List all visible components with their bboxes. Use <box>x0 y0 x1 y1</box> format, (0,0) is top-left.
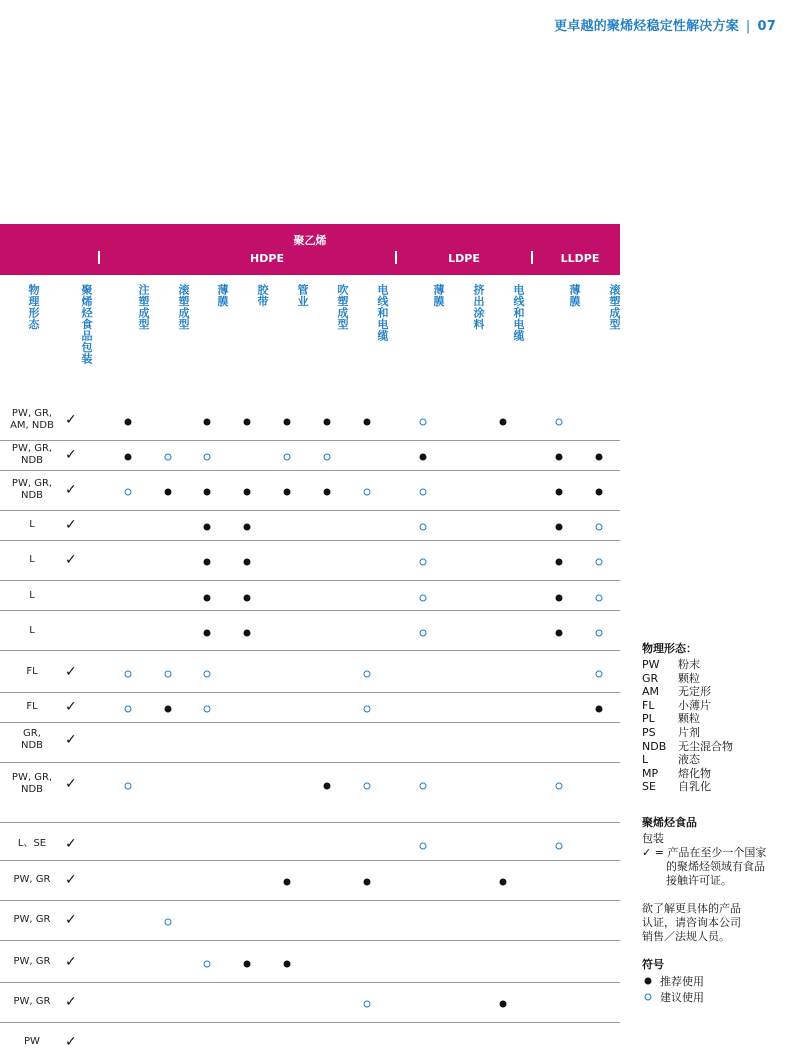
recommended-dot-icon <box>284 961 291 968</box>
physical-form-line: PW, GR <box>13 874 51 885</box>
suggested-circle-icon <box>125 671 132 678</box>
legend-form-abbr: PW <box>642 658 660 671</box>
recommended-dot-icon <box>204 559 211 566</box>
column-header: 滚塑成型 <box>177 284 190 330</box>
recommended-dot-icon <box>324 489 331 496</box>
physical-form-line: FL <box>26 701 38 712</box>
physical-form <box>0 772 64 796</box>
table-header-band <box>0 224 620 275</box>
legend-form-name: 液态 <box>678 753 700 767</box>
recommended-dot-icon <box>165 489 172 496</box>
legend-form-name: 片剂 <box>678 725 700 739</box>
legend <box>642 640 792 1006</box>
suggested-circle-icon <box>125 489 132 496</box>
suggested-circle-icon <box>165 919 172 926</box>
legend-contact-line1: 欲了解更具体的产品 <box>642 901 741 915</box>
legend-form-name: 颗粒 <box>678 671 700 685</box>
recommended-dot-icon <box>596 489 603 496</box>
physical-form <box>0 728 64 752</box>
filled-dot-icon <box>645 977 652 984</box>
suggested-circle-icon <box>364 489 371 496</box>
column-header: 管业 <box>296 284 309 307</box>
recommended-dot-icon <box>284 879 291 886</box>
recommended-dot-icon <box>204 524 211 531</box>
recommended-dot-icon <box>556 489 563 496</box>
recommended-dot-icon <box>244 419 251 426</box>
group-separator <box>531 251 533 264</box>
physical-form-line: PW, GR, <box>11 443 53 454</box>
physical-form-line: NDB <box>20 740 44 751</box>
legend-form-abbr: AM <box>642 685 660 699</box>
food-contact-check-icon: ✓ <box>65 776 77 792</box>
group-label: LDPE <box>448 252 480 265</box>
legend-form-item <box>642 740 792 754</box>
legend-form-item <box>642 712 792 726</box>
suggested-circle-icon <box>420 489 427 496</box>
group-label: HDPE <box>250 252 284 265</box>
legend-form-abbr: PS <box>642 725 656 739</box>
physical-form <box>0 956 64 968</box>
physical-form-line: L <box>29 554 35 565</box>
legend-form-abbr: MP <box>642 766 659 780</box>
row-divider <box>0 982 620 983</box>
recommended-dot-icon <box>244 595 251 602</box>
row-divider <box>0 722 620 723</box>
food-contact-check-icon: ✓ <box>65 699 77 715</box>
legend-contact-note <box>642 902 792 944</box>
physical-form <box>0 838 64 850</box>
recommended-dot-icon <box>204 595 211 602</box>
legend-forms-title: 物理形态： <box>642 642 697 655</box>
legend-form-abbr: GR <box>642 671 659 685</box>
food-contact-check-icon: ✓ <box>65 912 77 928</box>
legend-form-name: 颗粒 <box>678 712 700 726</box>
column-header: 吹塑成型 <box>336 284 349 330</box>
recommended-dot-icon <box>284 419 291 426</box>
suggested-circle-icon <box>556 783 563 790</box>
suggested-circle-icon <box>204 961 211 968</box>
legend-form-abbr: L <box>642 753 649 767</box>
column-header: 电线和电缆 <box>376 284 389 342</box>
legend-food-title: 聚烯烃食品 <box>642 815 697 829</box>
open-circle-icon <box>645 993 652 1000</box>
suggested-circle-icon <box>204 706 211 713</box>
physical-form-line: L <box>29 625 35 636</box>
physical-form-line: GR, <box>23 728 41 739</box>
legend-form-name: 熔化物 <box>678 766 711 780</box>
physical-form-line: PW, GR, <box>11 478 53 489</box>
column-header: 物理形态 <box>27 284 40 330</box>
suggested-circle-icon <box>596 671 603 678</box>
recommended-dot-icon <box>596 706 603 713</box>
physical-form <box>0 554 64 566</box>
physical-form-line: L <box>29 590 35 601</box>
legend-suggested-row <box>642 990 792 1006</box>
physical-form-line: NDB <box>20 490 44 501</box>
suggested-circle-icon <box>125 706 132 713</box>
column-header: 薄膜 <box>216 284 229 307</box>
food-contact-check-icon: ✓ <box>65 412 77 428</box>
suggested-circle-icon <box>364 706 371 713</box>
food-contact-check-icon: ✓ <box>65 1034 77 1050</box>
row-divider <box>0 540 620 541</box>
legend-symbols-title: 符号 <box>642 957 664 971</box>
group-label: LLDPE <box>560 252 600 265</box>
suggested-circle-icon <box>420 630 427 637</box>
row-divider <box>0 510 620 511</box>
physical-form-line: FL <box>26 666 38 677</box>
suggested-circle-icon <box>324 454 331 461</box>
recommended-dot-icon <box>500 879 507 886</box>
group-separator <box>98 251 100 264</box>
row-divider <box>0 470 620 471</box>
recommended-dot-icon <box>165 706 172 713</box>
suggested-circle-icon <box>556 843 563 850</box>
suggested-circle-icon <box>596 559 603 566</box>
column-header: 注塑成型 <box>137 284 150 330</box>
column-header: 聚烯烃食品包装 <box>80 284 93 365</box>
legend-recommended-label: 推荐使用 <box>660 974 704 988</box>
recommended-dot-icon <box>244 559 251 566</box>
row-divider <box>0 1022 620 1023</box>
legend-form-item <box>642 672 792 686</box>
food-contact-check-icon: ✓ <box>65 954 77 970</box>
recommended-dot-icon <box>125 419 132 426</box>
row-divider <box>0 650 620 651</box>
suggested-circle-icon <box>165 454 172 461</box>
food-contact-check-icon: ✓ <box>65 836 77 852</box>
column-header: 滚塑成型 <box>608 284 621 330</box>
legend-forms-list <box>642 658 792 794</box>
recommended-dot-icon <box>500 419 507 426</box>
legend-suggested-label: 建议使用 <box>660 990 704 1004</box>
food-contact-check-icon: ✓ <box>65 664 77 680</box>
legend-food-sub: 包装 <box>642 831 664 845</box>
page-header <box>554 15 776 34</box>
recommended-dot-icon <box>364 879 371 886</box>
legend-form-abbr: FL <box>642 698 655 712</box>
row-divider <box>0 440 620 441</box>
recommended-dot-icon <box>364 419 371 426</box>
recommended-dot-icon <box>420 454 427 461</box>
physical-form <box>0 914 64 926</box>
column-header: 电线和电缆 <box>512 284 525 342</box>
row-divider <box>0 940 620 941</box>
column-header: 薄膜 <box>432 284 445 307</box>
suggested-circle-icon <box>364 671 371 678</box>
recommended-dot-icon <box>204 630 211 637</box>
legend-symbols <box>642 958 792 1006</box>
suggested-circle-icon <box>125 783 132 790</box>
band-title: 聚乙烯 <box>293 234 327 247</box>
recommended-dot-icon <box>204 489 211 496</box>
legend-form-item <box>642 658 792 672</box>
physical-form <box>0 408 64 432</box>
recommended-dot-icon <box>204 419 211 426</box>
suggested-circle-icon <box>165 671 172 678</box>
physical-form <box>0 996 64 1008</box>
recommended-dot-icon <box>244 961 251 968</box>
suggested-circle-icon <box>420 843 427 850</box>
food-contact-check-icon: ✓ <box>65 732 77 748</box>
physical-form <box>0 701 64 713</box>
legend-form-name: 自乳化 <box>678 780 711 794</box>
suggested-circle-icon <box>596 524 603 531</box>
physical-form <box>0 443 64 467</box>
suggested-circle-icon <box>596 630 603 637</box>
food-contact-check-icon: ✓ <box>65 994 77 1010</box>
legend-form-name: 无定形 <box>678 685 711 699</box>
column-header: 胶带 <box>256 284 269 307</box>
physical-form-line: PW, GR, <box>11 772 53 783</box>
legend-form-item <box>642 767 792 781</box>
physical-form <box>0 666 64 678</box>
physical-form-line: L <box>29 519 35 530</box>
suggested-circle-icon <box>364 1001 371 1008</box>
physical-form-line: NDB <box>20 784 44 795</box>
recommended-dot-icon <box>324 419 331 426</box>
food-contact-check-icon: ✓ <box>65 552 77 568</box>
column-header: 薄膜 <box>568 284 581 307</box>
recommended-dot-icon <box>556 524 563 531</box>
legend-contact-line2: 认证，请咨询本公司 <box>642 915 741 929</box>
legend-form-item <box>642 685 792 699</box>
physical-form-line: NDB <box>20 455 44 466</box>
recommended-dot-icon <box>556 595 563 602</box>
legend-form-abbr: SE <box>642 780 656 794</box>
row-divider <box>0 900 620 901</box>
physical-form <box>0 590 64 602</box>
physical-form <box>0 478 64 502</box>
row-divider <box>0 762 620 763</box>
row-divider <box>0 692 620 693</box>
row-divider <box>0 610 620 611</box>
suggested-circle-icon <box>204 671 211 678</box>
food-contact-check-icon: ✓ <box>65 447 77 463</box>
food-contact-check-icon: ✓ <box>65 482 77 498</box>
legend-contact-line3: 销售／法规人员。 <box>642 929 730 943</box>
recommended-dot-icon <box>244 489 251 496</box>
legend-form-item <box>642 726 792 740</box>
suggested-circle-icon <box>204 454 211 461</box>
suggested-circle-icon <box>420 595 427 602</box>
suggested-circle-icon <box>420 524 427 531</box>
physical-form-line: AM, NDB <box>10 420 54 431</box>
suggested-circle-icon <box>420 783 427 790</box>
legend-form-name: 粉末 <box>678 658 700 671</box>
recommended-dot-icon <box>324 783 331 790</box>
suggested-circle-icon <box>420 419 427 426</box>
physical-form-line: PW, GR <box>13 956 51 967</box>
page-header-title: 更卓越的聚烯烃稳定性解决方案 <box>554 19 739 34</box>
row-divider <box>0 860 620 861</box>
legend-recommended-row <box>642 974 792 990</box>
physical-form-line: L、SE <box>17 838 47 849</box>
legend-form-name: 无尘混合物 <box>678 739 733 753</box>
suggested-circle-icon <box>556 419 563 426</box>
physical-form <box>0 874 64 886</box>
legend-form-abbr: PL <box>642 712 655 726</box>
physical-form <box>0 1036 64 1048</box>
suggested-circle-icon <box>284 454 291 461</box>
row-divider <box>0 822 620 823</box>
page-header-separator: | <box>745 19 751 34</box>
legend-form-item <box>642 699 792 713</box>
recommended-dot-icon <box>596 454 603 461</box>
recommended-dot-icon <box>284 489 291 496</box>
page-number: 07 <box>757 19 776 34</box>
suggested-circle-icon <box>596 595 603 602</box>
group-separator <box>395 251 397 264</box>
legend-form-item <box>642 753 792 767</box>
suggested-circle-icon <box>364 783 371 790</box>
physical-form-line: PW, GR <box>13 914 51 925</box>
food-contact-check-icon: ✓ <box>65 872 77 888</box>
column-header: 挤出涂料 <box>472 284 485 330</box>
recommended-dot-icon <box>556 559 563 566</box>
physical-form <box>0 625 64 637</box>
legend-food-note <box>642 814 792 888</box>
food-contact-check-icon: ✓ <box>65 517 77 533</box>
recommended-dot-icon <box>500 1001 507 1008</box>
suggested-circle-icon <box>420 559 427 566</box>
legend-food-line3: 接触许可证。 <box>666 873 732 887</box>
legend-form-name: 小薄片 <box>678 698 711 712</box>
legend-food-line2: 的聚烯烃领域有食品 <box>666 859 765 873</box>
recommended-dot-icon <box>244 524 251 531</box>
legend-form-abbr: NDB <box>642 739 667 753</box>
row-divider <box>0 580 620 581</box>
physical-form-line: PW <box>24 1036 40 1047</box>
physical-form <box>0 519 64 531</box>
legend-food-line1: ✓ = 产品在至少一个国家 <box>642 845 767 859</box>
physical-form-line: PW, GR <box>13 996 51 1007</box>
recommended-dot-icon <box>244 630 251 637</box>
physical-form-line: PW, GR, <box>11 408 53 419</box>
legend-form-item <box>642 780 792 794</box>
recommended-dot-icon <box>125 454 132 461</box>
recommended-dot-icon <box>556 630 563 637</box>
recommended-dot-icon <box>556 454 563 461</box>
